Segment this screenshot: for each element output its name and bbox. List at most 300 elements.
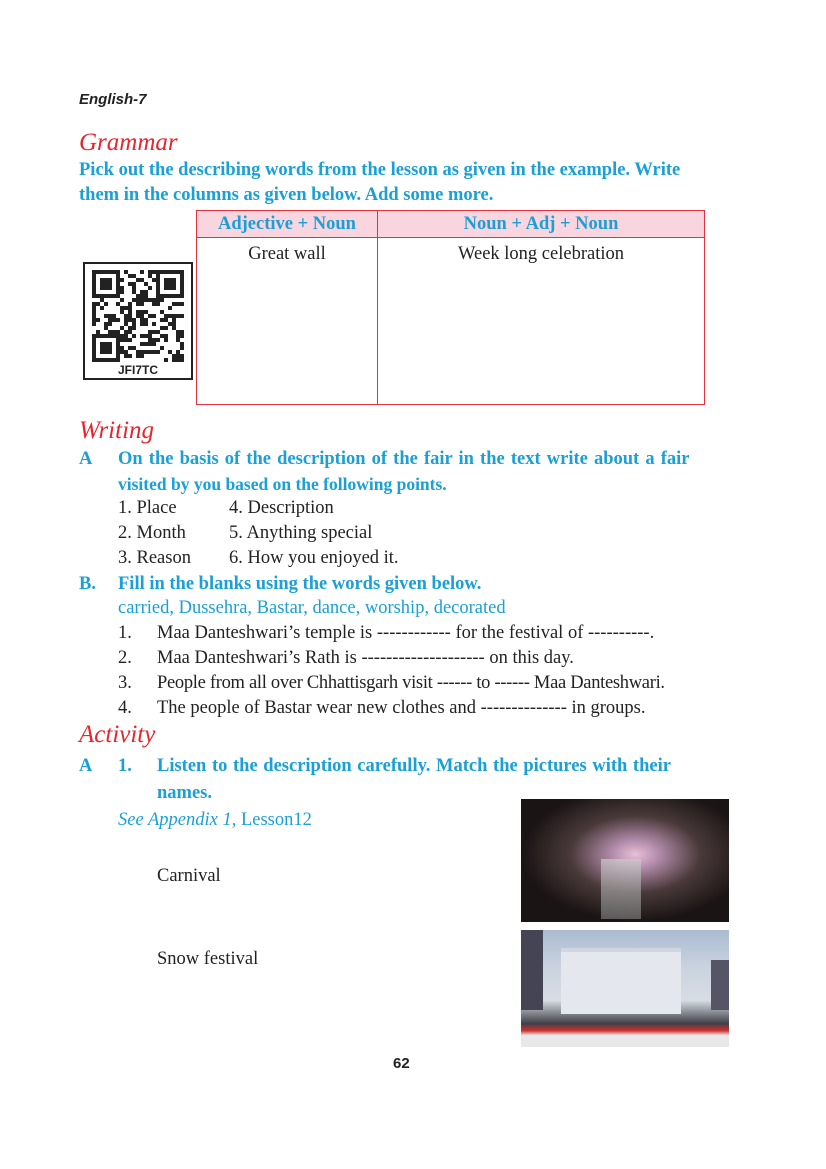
qr-module (108, 358, 112, 362)
qr-module (160, 318, 164, 322)
qr-module (140, 310, 144, 314)
qr-module (180, 314, 184, 318)
qr-module (128, 310, 132, 314)
qr-module (132, 334, 136, 338)
qr-module (180, 330, 184, 334)
qr-module (152, 278, 156, 282)
qr-module (116, 274, 120, 278)
qr-module (140, 314, 144, 318)
qr-module (116, 294, 120, 298)
qr-module (124, 322, 128, 326)
qr-module (112, 318, 116, 322)
qr-module (120, 346, 124, 350)
qr-module (148, 342, 152, 346)
fill-blank-item: Maa Danteshwari’s Rath is -------------------- on this day. (157, 648, 574, 668)
qr-module (156, 294, 160, 298)
qr-module (144, 310, 148, 314)
qr-module (164, 286, 168, 290)
qr-module (92, 338, 96, 342)
activity-label: A (79, 756, 93, 776)
qr-module (156, 330, 160, 334)
qr-module (104, 294, 108, 298)
qr-module (168, 322, 172, 326)
qr-module (92, 278, 96, 282)
qr-module (108, 286, 112, 290)
qr-module (104, 270, 108, 274)
qr-module (140, 302, 144, 306)
qr-module (128, 326, 132, 330)
qr-module (164, 334, 168, 338)
qr-module (136, 310, 140, 314)
qr-module (160, 346, 164, 350)
qr-module (172, 294, 176, 298)
qr-module (144, 350, 148, 354)
qr-module (104, 278, 108, 282)
qr-module (156, 270, 160, 274)
qr-module (144, 290, 148, 294)
qr-module (92, 294, 96, 298)
qr-module (156, 302, 160, 306)
qr-module (156, 274, 160, 278)
qr-module (92, 346, 96, 350)
qr-module (176, 302, 180, 306)
qr-module (140, 354, 144, 358)
qr-module (172, 314, 176, 318)
qr-module (172, 322, 176, 326)
qr-module (180, 270, 184, 274)
lesson-reference: Lesson12 (236, 810, 312, 830)
qr-code-icon (92, 270, 184, 362)
qr-module (160, 326, 164, 330)
qr-module (124, 334, 128, 338)
qr-module (140, 350, 144, 354)
qr-module (100, 294, 104, 298)
building-right (711, 960, 729, 1010)
qr-module (152, 342, 156, 346)
qr-module (128, 306, 132, 310)
qr-module (120, 350, 124, 354)
qr-module (124, 330, 128, 334)
qr-module (108, 294, 112, 298)
point: 1. Place (118, 498, 177, 518)
qr-module (168, 350, 172, 354)
writing-a-instruction-2: visited by you based on the following points. (118, 474, 447, 494)
qr-module (180, 278, 184, 282)
qr-module (180, 354, 184, 358)
qr-module (168, 278, 172, 282)
qr-module (100, 270, 104, 274)
qr-module (160, 294, 164, 298)
qr-module (104, 326, 108, 330)
qr-module (148, 330, 152, 334)
qr-module (92, 286, 96, 290)
qr-module (100, 342, 104, 346)
grammar-heading: Grammar (79, 129, 178, 156)
qr-module (112, 334, 116, 338)
qr-module (164, 314, 168, 318)
point: 6. How you enjoyed it. (229, 548, 399, 568)
qr-module (140, 298, 144, 302)
qr-module (128, 354, 132, 358)
grammar-instruction-2: them in the columns as given below. Add some more. (79, 185, 494, 205)
qr-module (132, 286, 136, 290)
qr-module (148, 338, 152, 342)
fill-blank-item: Maa Danteshwari’s temple is ------------ for the festival of ----------. (157, 623, 655, 643)
qr-module (148, 350, 152, 354)
qr-module (156, 278, 160, 282)
carnival-photo (521, 799, 729, 922)
qr-module (116, 350, 120, 354)
qr-module (92, 290, 96, 294)
qr-module (120, 310, 124, 314)
qr-module (144, 298, 148, 302)
qr-module (148, 270, 152, 274)
qr-module (92, 306, 96, 310)
qr-module (176, 294, 180, 298)
qr-module (180, 286, 184, 290)
qr-module (128, 330, 132, 334)
qr-module (112, 358, 116, 362)
qr-module (120, 326, 124, 330)
qr-module (180, 290, 184, 294)
qr-module (132, 318, 136, 322)
qr-module (144, 342, 148, 346)
qr-module (104, 342, 108, 346)
qr-module (128, 274, 132, 278)
qr-module (172, 278, 176, 282)
qr-module (100, 306, 104, 310)
qr-module (180, 358, 184, 362)
describing-words-table (196, 210, 705, 405)
qr-module (120, 334, 124, 338)
qr-module (92, 274, 96, 278)
qr-module (152, 314, 156, 318)
qr-module (152, 270, 156, 274)
page-header: English-7 (79, 91, 147, 108)
qr-module (164, 270, 168, 274)
qr-module (100, 278, 104, 282)
point: 5. Anything special (229, 523, 373, 543)
qr-module (92, 282, 96, 286)
qr-module (124, 270, 128, 274)
snow-sculpture (561, 948, 681, 1014)
qr-module (124, 314, 128, 318)
qr-module (116, 342, 120, 346)
qr-module (120, 286, 124, 290)
qr-module (144, 294, 148, 298)
activity-number: 1. (118, 756, 132, 776)
qr-module (152, 322, 156, 326)
qr-module (148, 314, 152, 318)
qr-module (172, 282, 176, 286)
qr-module (164, 358, 168, 362)
match-item: Carnival (157, 866, 221, 886)
qr-module (156, 286, 160, 290)
qr-module (116, 282, 120, 286)
qr-module (100, 346, 104, 350)
qr-module (140, 322, 144, 326)
qr-module (176, 314, 180, 318)
column-header: Noun + Adj + Noun (378, 211, 705, 238)
qr-module (128, 282, 132, 286)
qr-module (108, 278, 112, 282)
writing-a-label: A (79, 449, 93, 469)
writing-b-instruction: Fill in the blanks using the words given below. (118, 574, 482, 594)
qr-module (164, 338, 168, 342)
qr-module (104, 302, 108, 306)
qr-module (92, 358, 96, 362)
qr-module (104, 350, 108, 354)
qr-module (140, 278, 144, 282)
qr-code-label: JFI7TC (117, 363, 158, 377)
qr-module (168, 306, 172, 310)
qr-module (148, 298, 152, 302)
qr-module (152, 330, 156, 334)
qr-module (96, 270, 100, 274)
qr-module (116, 302, 120, 306)
qr-module (156, 338, 160, 342)
snow-festival-photo (521, 930, 729, 1047)
activity-instruction-2: names. (157, 783, 212, 803)
qr-module (156, 282, 160, 286)
float-stairs (601, 859, 641, 919)
point: 3. Reason (118, 548, 191, 568)
qr-module (164, 326, 168, 330)
qr-module (116, 346, 120, 350)
qr-module (92, 302, 96, 306)
qr-module (124, 318, 128, 322)
word-bank: carried, Dussehra, Bastar, dance, worship, decorated (118, 598, 506, 618)
qr-module (144, 334, 148, 338)
fill-blank-item: The people of Bastar wear new clothes and -------------- in groups. (157, 698, 646, 718)
item-number: 2. (118, 648, 132, 668)
qr-module (144, 322, 148, 326)
qr-module (176, 338, 180, 342)
qr-module (124, 306, 128, 310)
qr-module (164, 318, 168, 322)
qr-module (108, 270, 112, 274)
qr-module (176, 354, 180, 358)
qr-module (92, 342, 96, 346)
qr-module (176, 350, 180, 354)
qr-module (100, 298, 104, 302)
qr-module (92, 322, 96, 326)
item-number: 4. (118, 698, 132, 718)
qr-module (96, 294, 100, 298)
qr-module (92, 318, 96, 322)
qr-module (116, 358, 120, 362)
building-left (521, 930, 543, 1010)
qr-module (168, 282, 172, 286)
appendix-link: See Appendix 1, (118, 810, 237, 830)
qr-module (144, 282, 148, 286)
qr-module (180, 334, 184, 338)
qr-module (180, 294, 184, 298)
qr-module (120, 298, 124, 302)
qr-module (176, 270, 180, 274)
qr-module (100, 282, 104, 286)
qr-module (108, 314, 112, 318)
qr-module (92, 270, 96, 274)
page-number: 62 (393, 1055, 410, 1072)
qr-module (128, 314, 132, 318)
qr-module (96, 330, 100, 334)
qr-module (108, 282, 112, 286)
qr-module (140, 270, 144, 274)
qr-module (128, 318, 132, 322)
column-header: Adjective + Noun (197, 211, 378, 238)
appendix-reference (118, 810, 312, 831)
qr-module (172, 358, 176, 362)
qr-module (140, 342, 144, 346)
point: 4. Description (229, 498, 334, 518)
qr-module (92, 354, 96, 358)
item-number: 3. (118, 673, 132, 693)
fill-blank-item: People from all over Chhattisgarh visit ------ to ------ Maa Danteshwari. (157, 673, 665, 693)
qr-module (108, 318, 112, 322)
qr-module (108, 342, 112, 346)
match-item: Snow festival (157, 949, 259, 969)
qr-module (116, 330, 120, 334)
qr-module (108, 346, 112, 350)
qr-module (168, 314, 172, 318)
qr-module (124, 354, 128, 358)
point: 2. Month (118, 523, 186, 543)
qr-module (160, 310, 164, 314)
qr-module (96, 358, 100, 362)
qr-module (104, 286, 108, 290)
qr-module (100, 334, 104, 338)
writing-b-label: B. (79, 574, 96, 594)
qr-module (104, 358, 108, 362)
qr-module (116, 354, 120, 358)
qr-module (116, 286, 120, 290)
qr-module (136, 298, 140, 302)
qr-module (136, 302, 140, 306)
qr-module (128, 346, 132, 350)
qr-module (132, 322, 136, 326)
qr-module (96, 334, 100, 338)
qr-module (128, 302, 132, 306)
qr-module (116, 290, 120, 294)
qr-module (164, 294, 168, 298)
qr-module (132, 298, 136, 302)
qr-module (124, 350, 128, 354)
qr-module (140, 318, 144, 322)
qr-module (140, 334, 144, 338)
qr-module (120, 338, 124, 342)
qr-module (100, 358, 104, 362)
qr-module (92, 350, 96, 354)
qr-module (136, 278, 140, 282)
qr-module (172, 286, 176, 290)
qr-module (172, 318, 176, 322)
qr-module (164, 282, 168, 286)
qr-module (104, 322, 108, 326)
qr-module (104, 314, 108, 318)
qr-module (152, 298, 156, 302)
qr-module (176, 334, 180, 338)
table-cell: Week long celebration (378, 238, 705, 405)
qr-module (148, 274, 152, 278)
qr-module (96, 302, 100, 306)
qr-module (92, 334, 96, 338)
qr-module (132, 282, 136, 286)
qr-module (160, 298, 164, 302)
qr-module (168, 286, 172, 290)
qr-module (92, 310, 96, 314)
qr-module (160, 270, 164, 274)
activity-heading: Activity (79, 721, 156, 748)
qr-module (132, 274, 136, 278)
qr-module (168, 270, 172, 274)
qr-module (148, 334, 152, 338)
qr-module (120, 290, 124, 294)
qr-module (116, 338, 120, 342)
qr-module (108, 330, 112, 334)
qr-code[interactable] (83, 262, 193, 380)
qr-module (136, 314, 140, 318)
qr-module (96, 318, 100, 322)
qr-module (156, 298, 160, 302)
qr-module (164, 278, 168, 282)
qr-module (108, 322, 112, 326)
qr-module (116, 278, 120, 282)
qr-module (112, 270, 116, 274)
qr-module (172, 326, 176, 330)
qr-module (112, 330, 116, 334)
qr-module (132, 346, 136, 350)
qr-module (152, 350, 156, 354)
qr-module (104, 346, 108, 350)
activity-instruction-1: Listen to the description carefully. Match the pictures with their (157, 756, 671, 776)
qr-module (180, 282, 184, 286)
item-number: 1. (118, 623, 132, 643)
qr-module (180, 302, 184, 306)
qr-module (172, 302, 176, 306)
qr-module (172, 354, 176, 358)
qr-module (180, 346, 184, 350)
qr-module (120, 306, 124, 310)
qr-module (104, 334, 108, 338)
qr-module (140, 294, 144, 298)
qr-module (168, 294, 172, 298)
qr-module (160, 334, 164, 338)
qr-module (100, 350, 104, 354)
qr-module (148, 286, 152, 290)
qr-module (128, 338, 132, 342)
table-cell: Great wall (197, 238, 378, 405)
qr-module (156, 290, 160, 294)
qr-module (140, 290, 144, 294)
writing-a-instruction-1: On the basis of the description of the fair in the text write about a fair (118, 449, 690, 469)
qr-module (176, 358, 180, 362)
qr-module (116, 318, 120, 322)
qr-module (108, 350, 112, 354)
qr-module (120, 278, 124, 282)
qr-module (112, 294, 116, 298)
qr-module (180, 342, 184, 346)
grammar-instruction-1: Pick out the describing words from the lesson as given in the example. Write (79, 160, 681, 180)
qr-module (132, 326, 136, 330)
qr-module (176, 330, 180, 334)
qr-module (132, 290, 136, 294)
qr-module (136, 294, 140, 298)
qr-module (124, 338, 128, 342)
qr-module (136, 350, 140, 354)
qr-module (172, 270, 176, 274)
qr-module (112, 314, 116, 318)
